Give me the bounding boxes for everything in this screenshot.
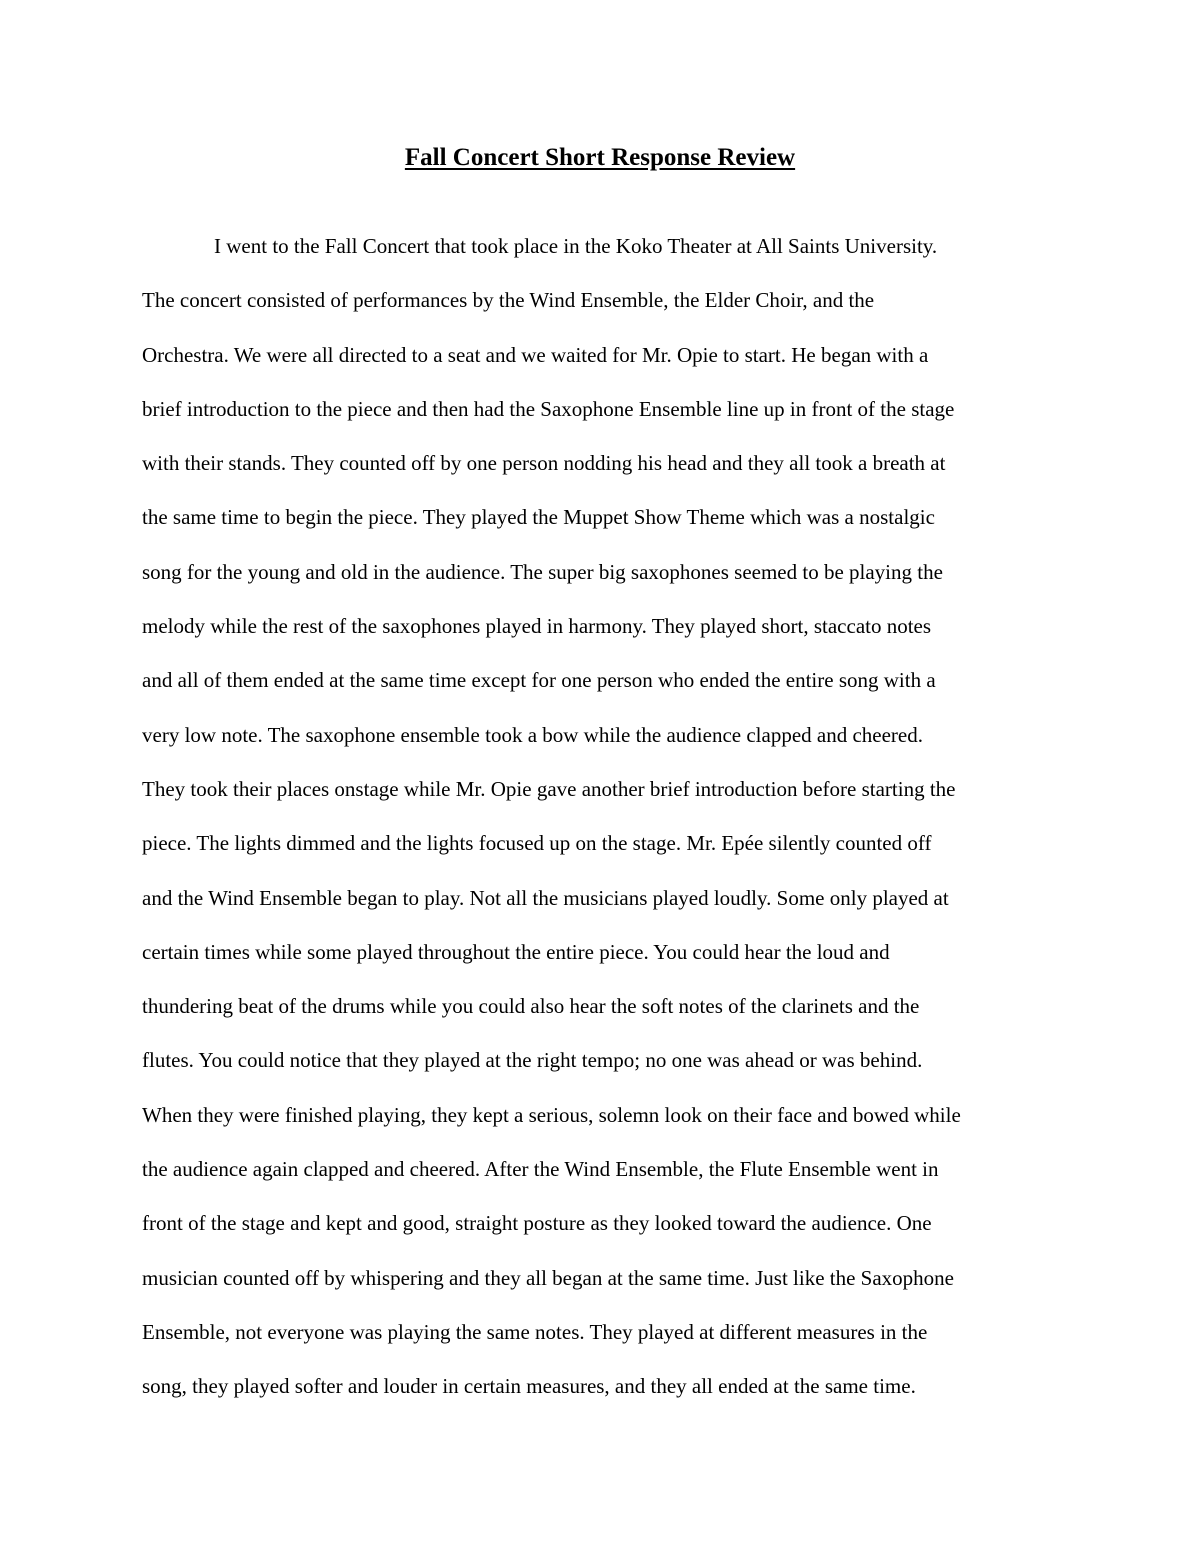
text-line: very low note. The saxophone ensemble took a bow while the audience clapped and cheered. bbox=[142, 722, 923, 747]
text-line: musician counted off by whispering and they all began at the same time. Just like the Saxophone bbox=[142, 1265, 955, 1290]
text-line: Ensemble, not everyone was playing the same notes. They played at different measures in the bbox=[142, 1319, 928, 1344]
text-line: front of the stage and kept and good, straight posture as they looked toward the audience. One bbox=[142, 1211, 932, 1236]
text-line: with their stands. They counted off by one person nodding his head and they all took a breath at bbox=[142, 451, 946, 476]
text-line: piece. The lights dimmed and the lights focused up on the stage. Mr. Epée silently counted off bbox=[142, 831, 932, 856]
text-line: The concert consisted of performances by the Wind Ensemble, the Elder Choir, and the bbox=[142, 288, 875, 313]
text-line: Orchestra. We were all directed to a seat and we waited for Mr. Opie to start. He began with a bbox=[142, 342, 929, 367]
text-line: certain times while some played throughout the entire piece. You could hear the loud and bbox=[142, 939, 890, 964]
text-line: the same time to begin the piece. They played the Muppet Show Theme which was a nostalgic bbox=[142, 505, 935, 530]
text-line: melody while the rest of the saxophones played in harmony. They played short, staccato notes bbox=[142, 614, 932, 639]
body-paragraph bbox=[142, 228, 1082, 1423]
text-line: and all of them ended at the same time except for one person who ended the entire song with a bbox=[142, 668, 936, 693]
text-line: flutes. You could notice that they played at the right tempo; no one was ahead or was behind. bbox=[142, 1048, 923, 1073]
text-line: the audience again clapped and cheered. After the Wind Ensemble, the Flute Ensemble went in bbox=[142, 1157, 939, 1182]
text-line: They took their places onstage while Mr. Opie gave another brief introduction before starting the bbox=[142, 776, 956, 801]
text-line: and the Wind Ensemble began to play. Not all the musicians played loudly. Some only played at bbox=[142, 885, 949, 910]
page-title: Fall Concert Short Response Review bbox=[404, 144, 796, 171]
text-line: I went to the Fall Concert that took place in the Koko Theater at All Saints University. bbox=[214, 234, 938, 258]
text-line: song for the young and old in the audience. The super big saxophones seemed to be playing the bbox=[142, 559, 943, 584]
text-line: song, they played softer and louder in certain measures, and they all ended at the same time. bbox=[142, 1374, 916, 1399]
text-line: thundering beat of the drums while you could also hear the soft notes of the clarinets and the bbox=[142, 994, 920, 1019]
text-line: When they were finished playing, they kept a serious, solemn look on their face and bowed while bbox=[142, 1102, 961, 1127]
text-line: brief introduction to the piece and then had the Saxophone Ensemble line up in front of the stage bbox=[142, 396, 955, 421]
